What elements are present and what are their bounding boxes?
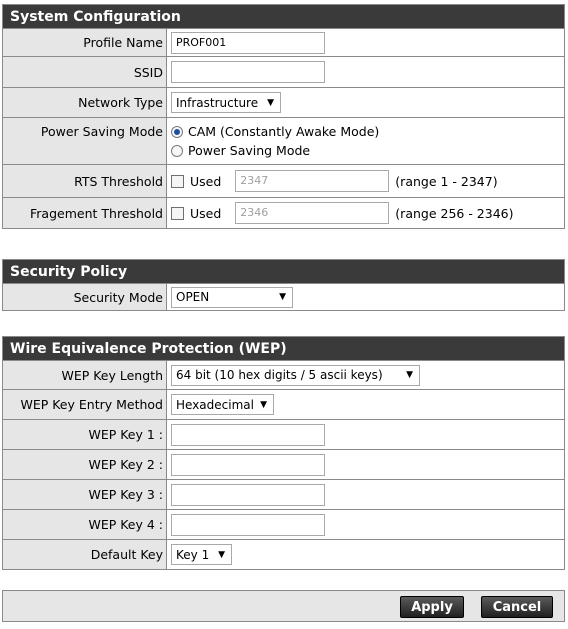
network-type-row — [3, 88, 564, 118]
default-key-label: Default Key — [3, 540, 167, 569]
profile-name-row — [3, 29, 564, 57]
security-mode-value: OPEN — [176, 290, 210, 304]
wep-key-length-select[interactable] — [171, 365, 420, 386]
rts-used-checkbox[interactable] — [171, 175, 184, 188]
security-mode-row — [3, 284, 564, 311]
system-configuration-header: System Configuration — [3, 5, 564, 29]
security-mode-label: Security Mode — [3, 284, 167, 310]
wep-key-2-input[interactable] — [171, 454, 325, 476]
fragment-used-label: Used — [190, 205, 222, 221]
chevron-down-icon: ▼ — [267, 97, 274, 108]
wep-key-1-row — [3, 420, 564, 450]
wep-key-length-label: WEP Key Length — [3, 361, 167, 389]
network-type-value: Infrastructure — [176, 95, 259, 110]
power-saving-row — [3, 118, 564, 165]
chevron-down-icon: ▼ — [279, 292, 286, 302]
power-option-cam-label: CAM (Constantly Awake Mode) — [188, 124, 380, 139]
ssid-row — [3, 57, 564, 88]
network-type-select[interactable] — [171, 92, 281, 113]
power-option-power-saving-label: Power Saving Mode — [188, 143, 311, 158]
profile-name-input[interactable]: PROF001 — [171, 32, 325, 54]
wep-header: Wire Equivalence Protection (WEP) — [3, 337, 564, 361]
fragment-threshold-label: Fragement Threshold — [3, 198, 167, 228]
radio-selected-icon[interactable] — [171, 126, 183, 138]
network-type-label: Network Type — [3, 88, 167, 117]
security-policy-section — [2, 259, 565, 311]
wep-key-length-row — [3, 361, 564, 390]
power-saving-label: Power Saving Mode — [3, 118, 167, 164]
ssid-label: SSID — [3, 57, 167, 87]
fragment-threshold-row — [3, 198, 564, 229]
ssid-input[interactable] — [171, 61, 325, 83]
rts-threshold-label: RTS Threshold — [3, 165, 167, 197]
radio-icon[interactable] — [171, 145, 183, 157]
wep-key-2-row — [3, 450, 564, 480]
wep-key-4-row — [3, 510, 564, 540]
rts-range-text: (range 1 - 2347) — [395, 173, 498, 189]
action-bar — [2, 590, 565, 622]
chevron-down-icon: ▼ — [218, 549, 225, 560]
rts-threshold-input[interactable]: 2347 — [235, 170, 389, 192]
cancel-button[interactable]: Cancel — [481, 596, 553, 618]
wep-key-4-input[interactable] — [171, 514, 325, 536]
default-key-row — [3, 540, 564, 570]
system-configuration-section — [2, 4, 565, 229]
wep-section — [2, 336, 565, 570]
chevron-down-icon: ▼ — [260, 399, 267, 410]
apply-button[interactable]: Apply — [400, 596, 464, 618]
fragment-range-text: (range 256 - 2346) — [395, 205, 514, 221]
rts-used-label: Used — [190, 173, 222, 189]
power-option-power-saving[interactable] — [171, 141, 310, 160]
wep-key-2-label: WEP Key 2 : — [3, 450, 167, 479]
wep-key-3-row — [3, 480, 564, 510]
chevron-down-icon: ▼ — [406, 370, 413, 380]
wep-key-3-input[interactable] — [171, 484, 325, 506]
fragment-used-checkbox[interactable] — [171, 207, 184, 220]
rts-threshold-row — [3, 165, 564, 198]
wep-key-1-label: WEP Key 1 : — [3, 420, 167, 449]
wep-key-length-value: 64 bit (10 hex digits / 5 ascii keys) — [176, 368, 383, 382]
wep-entry-method-row — [3, 390, 564, 420]
profile-name-label: Profile Name — [3, 29, 167, 56]
power-option-cam[interactable] — [171, 122, 379, 141]
wep-key-3-label: WEP Key 3 : — [3, 480, 167, 509]
default-key-value: Key 1 — [176, 547, 210, 562]
wep-entry-method-label: WEP Key Entry Method — [3, 390, 167, 419]
wep-key-4-label: WEP Key 4 : — [3, 510, 167, 539]
wep-entry-method-value: Hexadecimal — [176, 397, 254, 412]
security-policy-header: Security Policy — [3, 260, 564, 284]
default-key-select[interactable] — [171, 544, 232, 565]
fragment-threshold-input[interactable]: 2346 — [235, 202, 389, 224]
security-mode-select[interactable] — [171, 287, 293, 308]
wep-key-1-input[interactable] — [171, 424, 325, 446]
wep-entry-method-select[interactable] — [171, 394, 274, 415]
